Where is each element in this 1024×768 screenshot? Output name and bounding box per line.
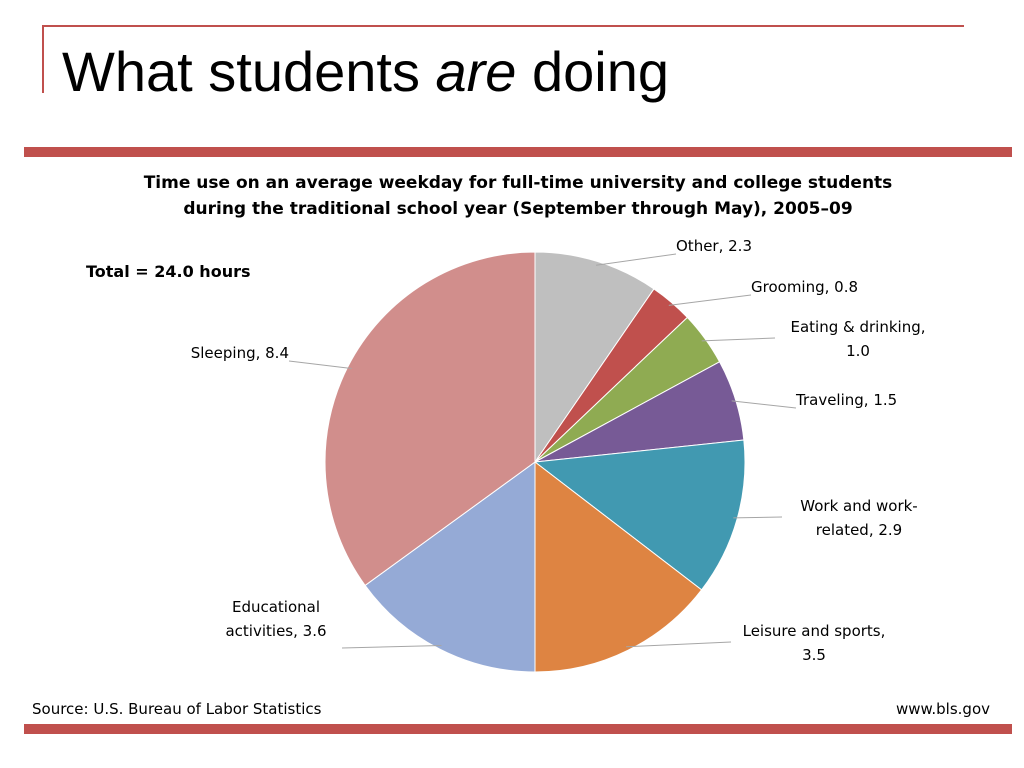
source-credit: Source: U.S. Bureau of Labor Statistics [32, 700, 322, 718]
slice-label-other: Other, 2.3 [676, 237, 752, 255]
chart-area [24, 158, 1012, 724]
chart-top-band [24, 147, 1012, 157]
slice-label-eating-drinking: Eating & drinking, 1.0 [790, 318, 926, 360]
slide-title-prefix: What students [62, 40, 436, 103]
slice-label-traveling: Traveling, 1.5 [796, 391, 898, 409]
source-website: www.bls.gov [895, 700, 990, 718]
leader-line-other [596, 254, 676, 265]
slide-title [62, 36, 669, 108]
chart-bottom-band [24, 724, 1012, 734]
slide-title-emphasis: are [435, 40, 517, 103]
chart-title [24, 170, 1012, 222]
leader-line-work-and-work-related [733, 517, 782, 518]
chart-title-line-1: Time use on an average weekday for full-time university and college students [143, 173, 893, 193]
leader-line-traveling [732, 401, 796, 408]
slice-label-educational-activities: Educational activities, 3.6 [225, 598, 327, 640]
leader-line-grooming [669, 295, 751, 305]
leader-line-educational-activities [342, 646, 442, 649]
title-accent-bar [42, 25, 44, 93]
slice-label-grooming: Grooming, 0.8 [751, 278, 859, 296]
pie-chart [24, 158, 1012, 724]
slice-label-sleeping: Sleeping, 8.4 [190, 344, 289, 362]
chart-total-label: Total = 24.0 hours [86, 262, 251, 281]
chart-title-line-2: during the traditional school year (September through May), 2005–09 [183, 199, 853, 219]
title-accent-line [42, 25, 964, 27]
slice-label-work-and-work-related: Work and work-related, 2.9 [800, 497, 918, 539]
leader-line-sleeping [289, 361, 352, 369]
slice-label-leisure-and-sports: Leisure and sports, 3.5 [742, 622, 886, 664]
leader-line-eating-drinking [702, 338, 775, 341]
slide-title-suffix: doing [516, 40, 670, 103]
